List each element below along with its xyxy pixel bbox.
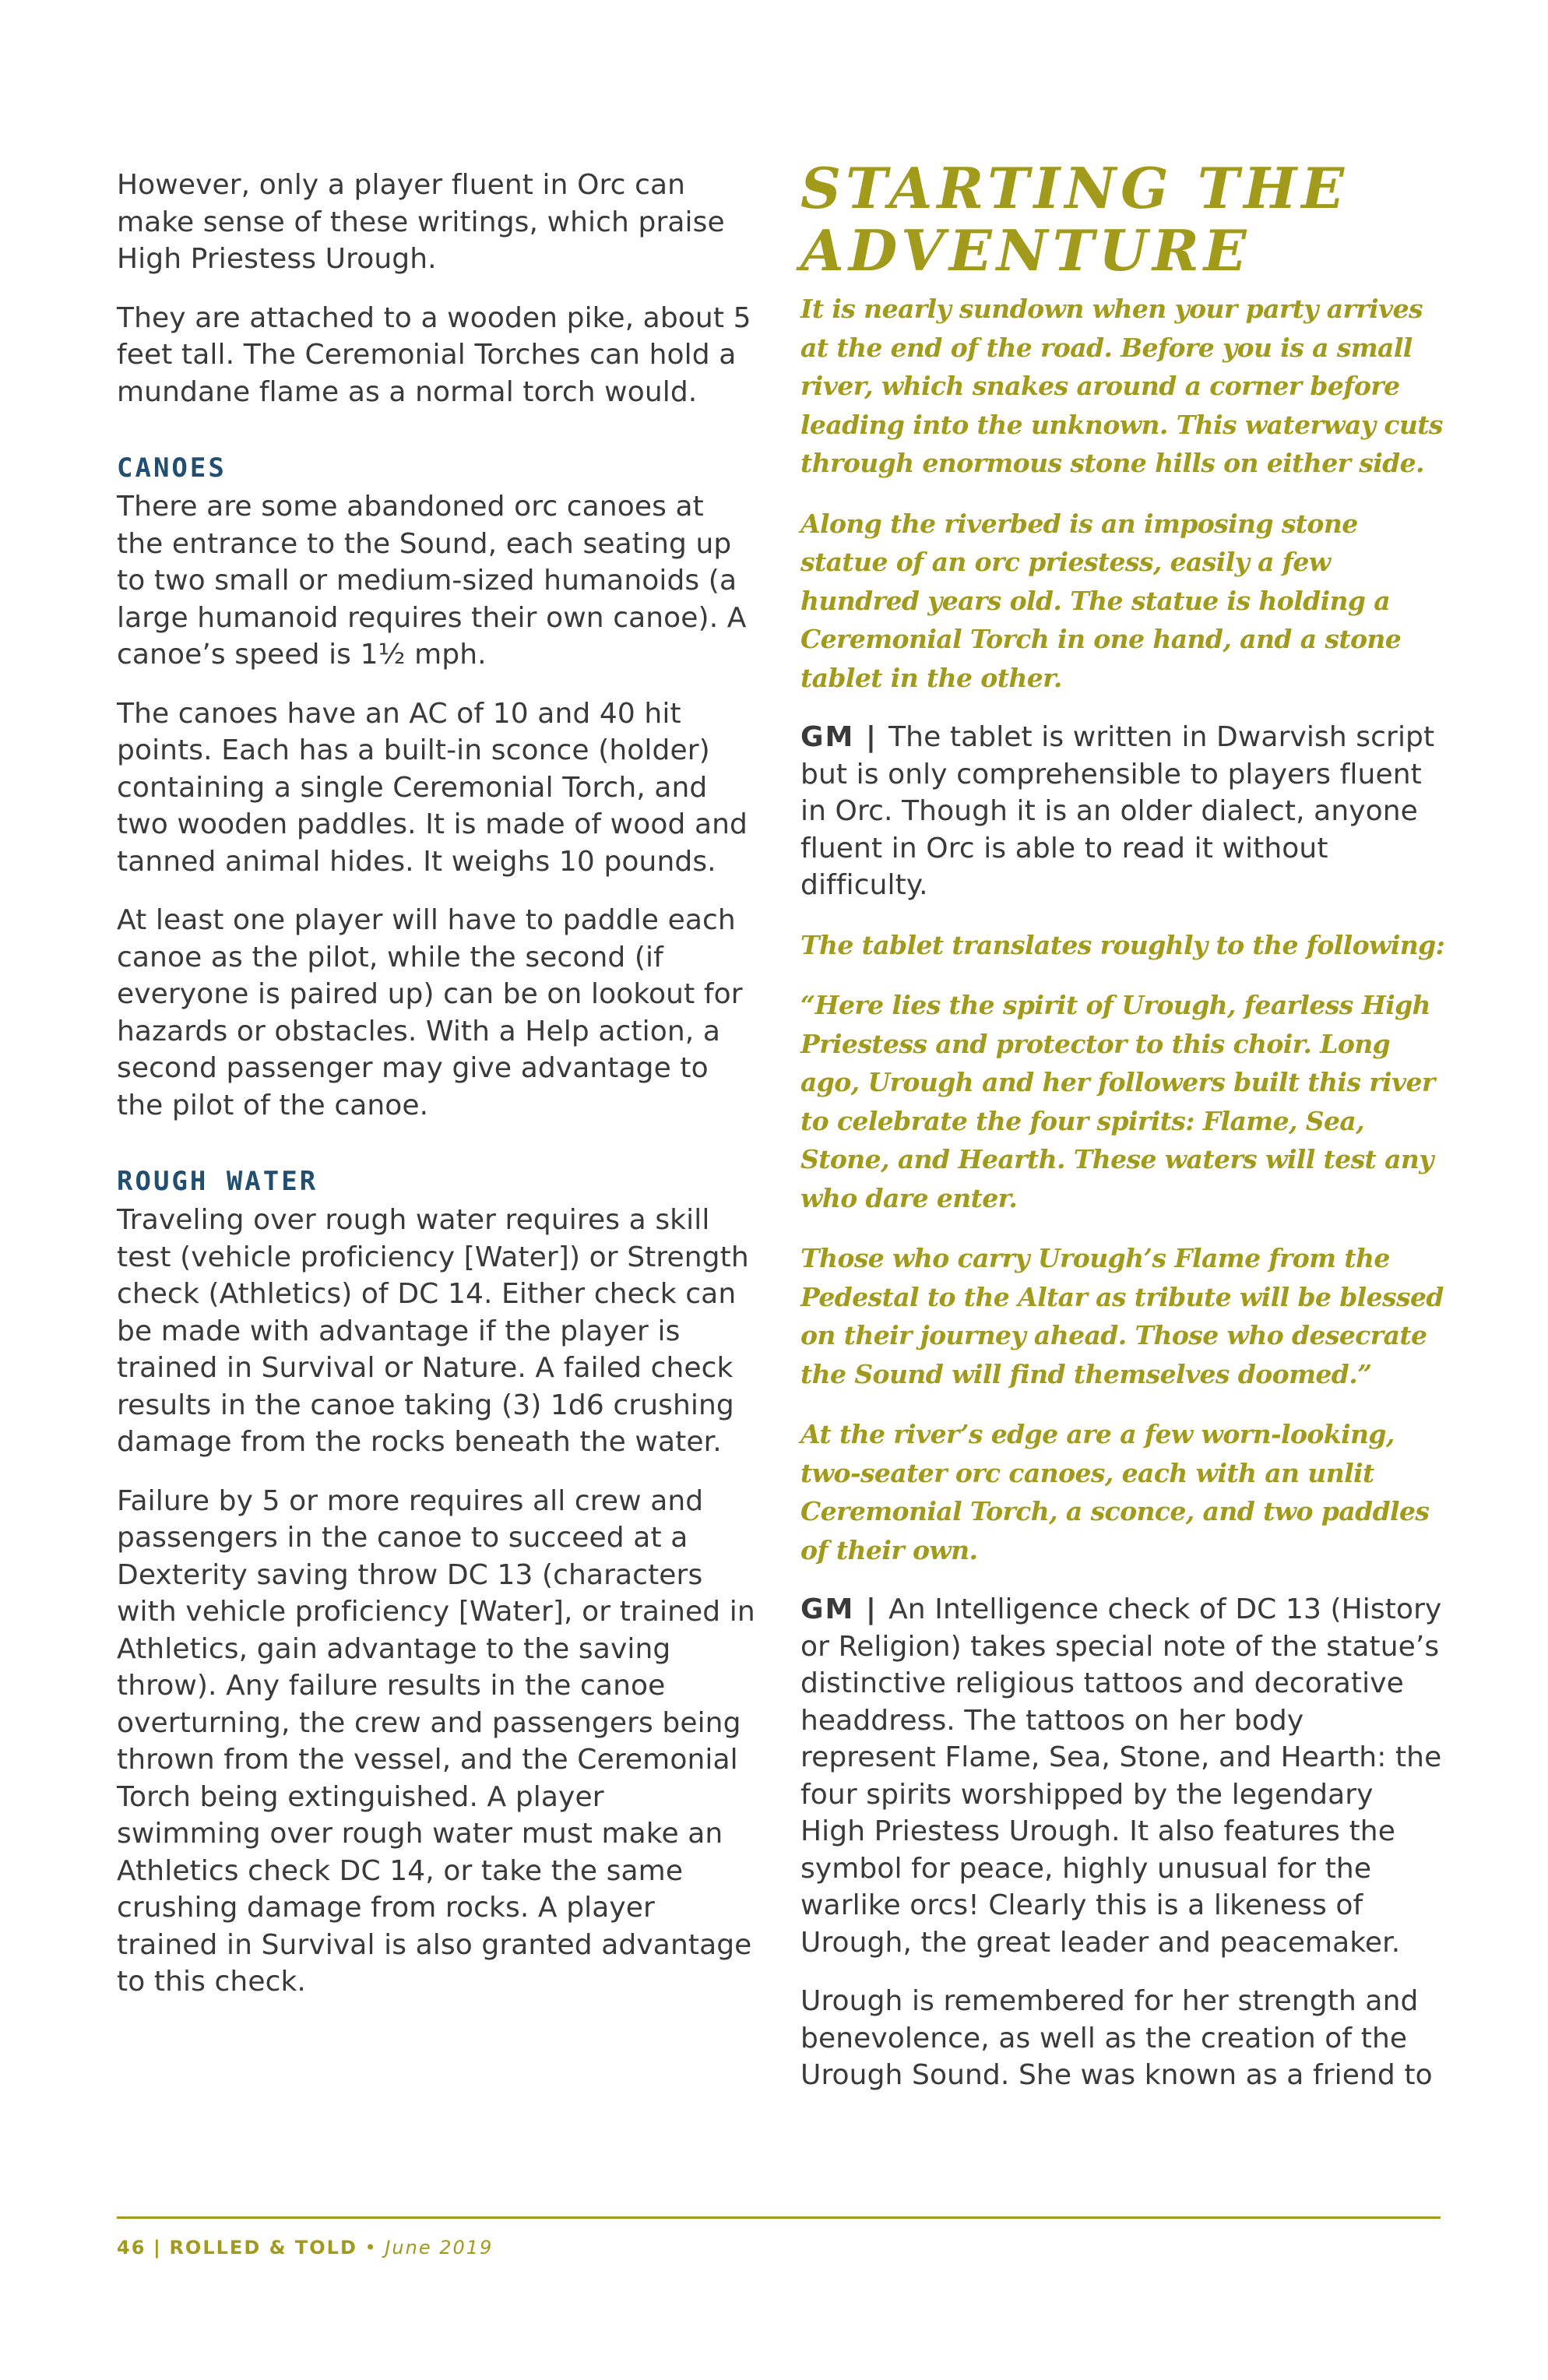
read-aloud-text: “Here lies the spirit of Urough, fearless High Priestess and protector to this choir. Long ago, Urough and her followers built this river to celebrate the four spirits: Flame, Sea, Stone, and Hearth. These waters will test any who dare enter. [800,990,1435,1213]
canoes-paragraph-2: The canoes have an AC of 10 and 40 hit points. Each has a built-in sconce (holder) containing a single Ceremonial Torch, and two wooden paddles. It is made of wood and tanned animal hides. It weighs 10 pounds. [117,697,748,878]
intro-paragraph-1: However, only a player fluent in Orc can make sense of these writings, which praise High Priestess Urough. [117,169,725,275]
read-aloud-text: The tablet translates roughly to the following: [800,929,1445,960]
rough-water-heading: ROUGH WATER [117,1166,318,1197]
closing-paragraph: Urough is remembered for her strength and benevolence, as well as the creation of the Urough Sound. She was known as a friend to [800,1985,1433,2091]
rough-water-paragraph-2: Failure by 5 or more requires all crew and passengers in the canoe to succeed at a Dexterity saving throw DC 13 (characters with vehicle proficiency [Water], or trained in Athletics, gain advantage to the saving throw). Any failure results in the canoe overturning, the crew and passengers being thrown from the vessel, and the Ceremonial Torch being extinguished. A player swimming over rough water must make an Athletics check DC 14, or take the same crushing damage from rocks. A player trained in Survival is also granted advantage to this check. [117,1484,755,1998]
issue-date: June 2019 [385,2237,494,2259]
page-number: 46 [117,2237,146,2259]
section-title [800,157,1447,282]
section-title-line-2: ADVENTURE [800,217,1251,283]
canoes-paragraph-3: At least one player will have to paddle each canoe as the pilot, while the second (if everyone is paired up) can be on lookout for hazards or obstacles. With a Help action, a second passenger may give advantage to the pilot of the canoe. [117,904,743,1121]
gm-label: GM | [800,1593,878,1625]
read-aloud-text: At the river’s edge are a few worn-looking, two-seater orc canoes, each with an unlit Ceremonial Torch, a sconce, and two paddles of their own. [800,1419,1430,1565]
intro-paragraph-2: They are attached to a wooden pike, about 5 feet tall. The Ceremonial Torches can hold a mundane flame as a normal torch would. [117,301,751,408]
gm-label: GM | [800,721,878,753]
canoes-heading: CANOES [117,452,227,484]
left-column [117,167,755,2023]
read-aloud-text: Those who carry Urough’s Flame from the Pedestal to the Altar as tribute will be blessed on their journey ahead. Those who desecrate the Sound will find themselves doomed.” [800,1243,1444,1389]
footer-bullet: • [364,2237,378,2259]
gm-note [800,719,1447,904]
footer-separator: | [153,2237,162,2259]
gm-note-text: An Intelligence check of DC 13 (History or Religion) takes special note of the statue’s distinctive religious tattoos and decorative headdress. The tattoos on her body represent Flame, Sea, Stone, and Hearth: the four spirits worshipped by the legendary High Priestess Urough. It also features the symbol for peace, highly unusual for the warlike orcs! Clearly this is a likeness of Urough, the great leader and peacemaker. [800,1593,1442,1959]
gm-note [800,1591,1447,1961]
section-title-line-1: STARTING THE [800,155,1349,221]
gm-note-text: The tablet is written in Dwarvish script but is only comprehensible to players fluent in Orc. Though it is an older dialect, anyone fluent in Orc is able to read it without difficulty. [800,721,1435,901]
page-footer [117,2235,493,2260]
right-column [800,155,1447,2116]
footer-divider [117,2216,1441,2219]
publication-name: ROLLED & TOLD [169,2237,357,2259]
rough-water-paragraph-1: Traveling over rough water requires a skill test (vehicle proficiency [Water]) or Strength check (Athletics) of DC 14. Either check can be made with advantage if the player is trained in Survival or Nature. A failed check results in the canoe taking (3) 1d6 crushing damage from the rocks beneath the water. [117,1204,749,1458]
canoes-paragraph-1: There are some abandoned orc canoes at the entrance to the Sound, each seating up to two small or medium-sized humanoids (a large humanoid requires their own canoe). A canoe’s speed is 1½ mph. [117,491,747,671]
read-aloud-text: Along the riverbed is an imposing stone statue of an orc priestess, easily a few hundred years old. The statue is holding a Ceremonial Torch in one hand, and a stone tablet in the other. [800,508,1402,693]
read-aloud-text: It is nearly sundown when your party arrives at the end of the road. Before you is a small river, which snakes around a corner before leading into the unknown. This waterway cuts through enormous stone hills on either side. [800,294,1443,478]
